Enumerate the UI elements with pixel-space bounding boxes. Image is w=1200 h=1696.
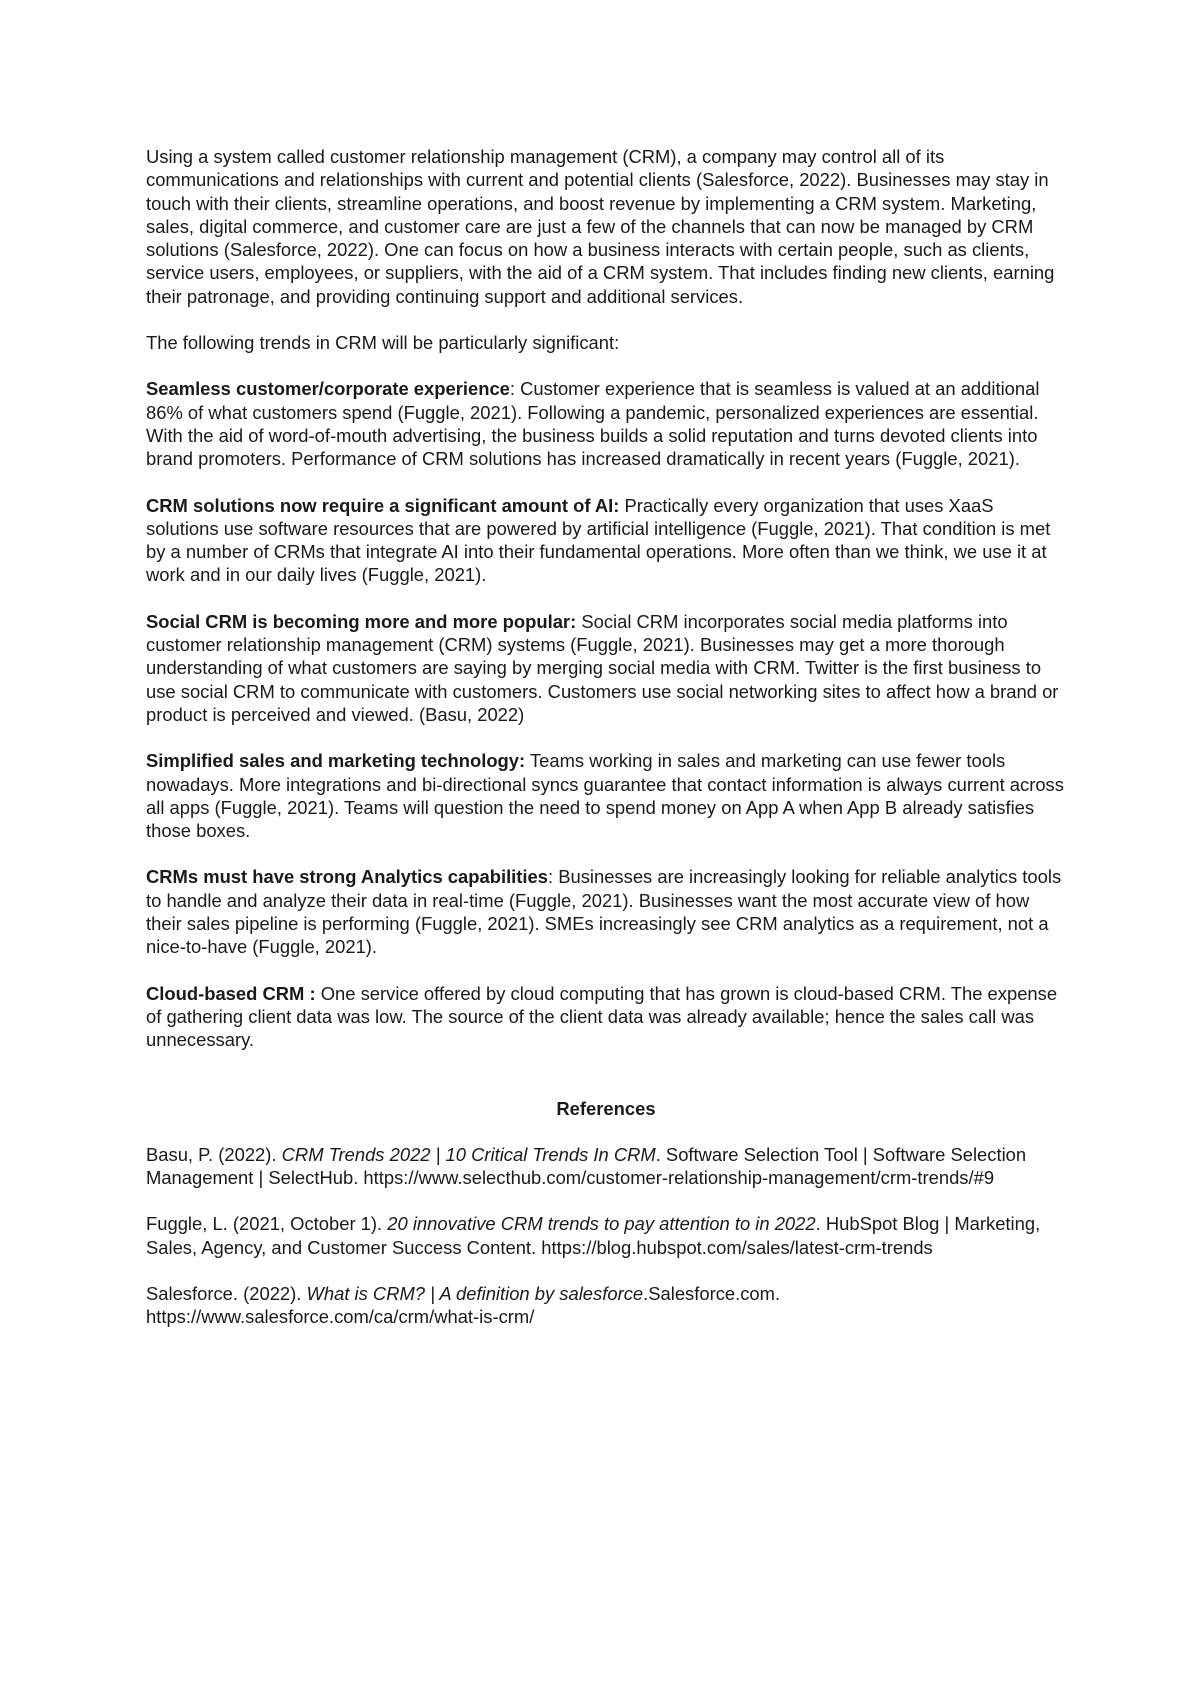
trend-paragraph-ai xyxy=(146,494,1066,587)
trends-intro-paragraph: The following trends in CRM will be particularly significant: xyxy=(146,332,620,354)
trend-paragraph-seamless-experience xyxy=(146,377,1066,470)
reference-source: . Software Selection Tool | Software Selection Management | SelectHub. https://www.selecthub.com/customer-relationship-management/crm-trends/#9 xyxy=(146,1143,1027,1189)
reference-source: .Salesforce.com. https://www.salesforce.com/ca/crm/what-is-crm/ xyxy=(146,1282,781,1328)
intro-paragraph: Using a system called customer relationship management (CRM), a company may control all of its communications and relationships with current and potential clients (Salesforce, 2022). Businesses may stay in touch with their clients, streamline operations, and boost revenue by implementing a CRM system. Marketing, sales, digital commerce, and customer care are just a few of the channels that can now be managed by CRM solutions (Salesforce, 2022). One can focus on how a business interacts with certain people, such as clients, service users, employees, or suppliers, with the aid of a CRM system. That includes finding new clients, earning their patronage, and providing continuing support and additional services. xyxy=(146,146,1055,307)
trend-body: Teams working in sales and marketing can use fewer tools nowadays. More integrations and bi-directional syncs guarantee that contact information is always current across all apps (Fuggle, 2021). Teams will question the need to spend money on App A when App B already satisfies those boxes. xyxy=(146,750,1064,842)
trend-heading: Social CRM is becoming more and more popular: xyxy=(146,610,577,632)
reference-author-date: Basu, P. (2022). xyxy=(146,1143,282,1165)
trend-paragraph-analytics xyxy=(146,865,1066,958)
trend-body: : Businesses are increasingly looking for reliable analytics tools to handle and analyze their data in real-time (Fuggle, 2021). Businesses want the most accurate view of how their sales pipeline is performing (Fuggle, 2021). SMEs increasingly see CRM analytics as a requirement, not a nice-to-have (Fuggle, 2021). xyxy=(146,866,1062,958)
document-body xyxy=(146,145,1066,1352)
reference-title: What is CRM? | A definition by salesforce xyxy=(306,1282,644,1304)
trend-heading: Cloud-based CRM : xyxy=(146,982,316,1004)
trend-heading: Simplified sales and marketing technology: xyxy=(146,750,526,772)
trend-paragraph-cloud-crm xyxy=(146,982,1066,1052)
trend-heading: CRM solutions now require a significant amount of AI: xyxy=(146,494,620,516)
reference-entry xyxy=(146,1143,1066,1190)
reference-title: CRM Trends 2022 | 10 Critical Trends In CRM xyxy=(281,1143,656,1165)
references-heading: References xyxy=(556,1097,656,1119)
reference-author-date: Fuggle, L. (2021, October 1). xyxy=(146,1213,388,1235)
trend-body: : Customer experience that is seamless is valued at an additional 86% of what customers spend (Fuggle, 2021). Following a pandemic, personalized experiences are essential. With the aid of word-of-mouth advertising, the business builds a solid reputation and turns devoted clients into brand promoters. Performance of CRM solutions has increased dramatically in recent years (Fuggle, 2021). xyxy=(146,378,1040,470)
reference-author-date: Salesforce. (2022). xyxy=(146,1282,307,1304)
trend-paragraph-social-crm xyxy=(146,610,1066,726)
trend-body: One service offered by cloud computing that has grown is cloud-based CRM. The expense of gathering client data was low. The source of the client data was already available; hence the sales call was unnecessary. xyxy=(146,982,1058,1051)
reference-entry xyxy=(146,1282,1066,1329)
trend-paragraph-sales-marketing-tech xyxy=(146,749,1066,842)
trend-body: Social CRM incorporates social media platforms into customer relationship management (CRM) systems (Fuggle, 2021). Businesses may get a more thorough understanding of what customers are saying by merging social media with CRM. Twitter is the first business to use social CRM to communicate with customers. Customers use social networking sites to affect how a brand or product is perceived and viewed. (Basu, 2022) xyxy=(146,610,1059,725)
trend-heading: CRMs must have strong Analytics capabilities xyxy=(146,866,548,888)
trend-heading: Seamless customer/corporate experience xyxy=(146,378,510,400)
trend-body: Practically every organization that uses XaaS solutions use software resources that are powered by artificial intelligence (Fuggle, 2021). That condition is met by a number of CRMs that integrate AI into their fundamental operations. More often than we think, we use it at work and in our daily lives (Fuggle, 2021). xyxy=(146,494,1051,586)
reference-source: . HubSpot Blog | Marketing, Sales, Agency, and Customer Success Content. https://blog.hubspot.com/sales/latest-crm-trends xyxy=(146,1213,1041,1258)
reference-title: 20 innovative CRM trends to pay attention to in 2022 xyxy=(387,1213,816,1235)
reference-entry xyxy=(146,1212,1066,1259)
